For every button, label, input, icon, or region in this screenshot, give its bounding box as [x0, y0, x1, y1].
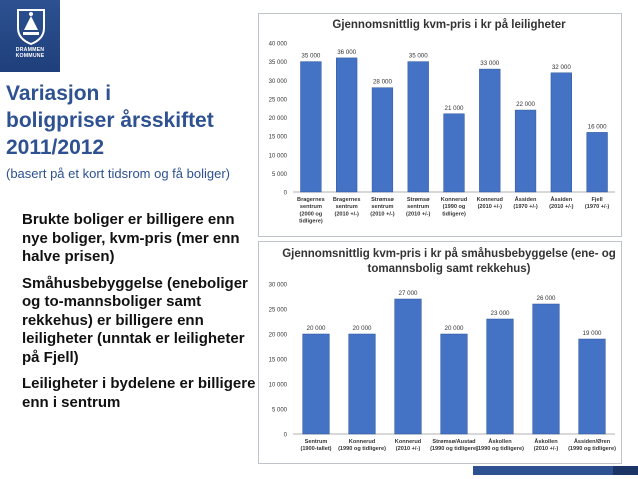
x-tick-label: Bragernes [297, 197, 325, 203]
y-tick-label: 5 000 [271, 171, 287, 178]
x-tick-label: Sentrum [304, 439, 328, 445]
x-tick-label: (1990 og [442, 204, 466, 211]
bar [479, 69, 500, 192]
bullet-item: Brukte boliger er billigere enn nye boliger, kvm-pris (mer enn halve prisen) [22, 211, 240, 265]
bar [336, 58, 357, 192]
data-label: 16 000 [587, 123, 607, 131]
x-tick-label: Åssiden/Øren [573, 439, 611, 445]
x-tick-label: (2010 +/-) [395, 446, 421, 453]
x-tick-label: (1990 og tidligere) [430, 446, 478, 453]
y-tick-label: 15 000 [268, 134, 287, 141]
footer-accent-bar [473, 466, 613, 475]
slide-subtitle: (basert på et kort tidsrom og få boliger) [6, 166, 230, 181]
bar [533, 304, 560, 434]
x-tick-label: Konnerud [348, 439, 376, 445]
y-tick-label: 30 000 [268, 78, 287, 85]
y-tick-label: 30 000 [268, 282, 287, 289]
data-label: 26 000 [536, 295, 556, 302]
x-tick-label: sentrum [299, 204, 322, 211]
x-tick-label: Fjell [591, 197, 603, 203]
x-tick-label: tidligere) [442, 211, 466, 218]
data-label: 20 000 [444, 325, 464, 332]
data-label: 32 000 [551, 63, 571, 71]
brand-line-1: DRAMMEN [15, 47, 45, 53]
data-label: 20 000 [306, 325, 326, 332]
x-tick-label: (1990 og tidligere) [476, 446, 524, 453]
slide-title-line: boligpriser årsskiftet [6, 109, 214, 132]
y-tick-label: 0 [283, 190, 287, 197]
bar [441, 334, 468, 434]
x-tick-label: Åskollen [534, 439, 558, 445]
y-tick-label: 40 000 [268, 41, 287, 48]
data-label: 36 000 [337, 48, 357, 56]
data-label: 27 000 [398, 290, 418, 297]
x-tick-label: Konnerud [394, 439, 422, 445]
y-tick-label: 10 000 [268, 382, 287, 389]
y-tick-label: 25 000 [268, 307, 287, 314]
brand-line-2: KOMMUNE [15, 53, 45, 59]
y-tick-label: 20 000 [268, 332, 287, 339]
apartment-price-chart [258, 13, 622, 237]
x-tick-label: (2010 +/-) [533, 446, 559, 453]
y-tick-label: 10 000 [268, 153, 287, 160]
data-label: 33 000 [480, 60, 500, 68]
bullet-item: Småhusbebyggelse (eneboliger og to-mannsboliger samt rekkehus) er billigere enn leiligheter (unntak er leiligheter på Fjell) [22, 274, 248, 366]
x-tick-label: Bragernes [332, 197, 361, 203]
bar [444, 114, 465, 192]
bar [408, 62, 429, 192]
x-tick-label: Strømsø/Austad [432, 439, 476, 445]
bar [579, 339, 606, 434]
data-label: 28 000 [372, 78, 392, 86]
x-tick-label: (1970 +/-) [584, 204, 610, 211]
chart-title: tomannsbolig samt rekkehus) [367, 263, 531, 275]
bar [349, 334, 376, 434]
apartment-price-chart-svg [259, 14, 621, 236]
bar [587, 132, 608, 192]
y-tick-label: 0 [283, 432, 287, 439]
bar [515, 110, 536, 192]
small-house-price-chart-svg [259, 242, 621, 463]
x-tick-label: sentrum [371, 204, 394, 211]
brand-panel [0, 0, 60, 72]
slide-title [6, 80, 256, 161]
data-label: 35 000 [408, 52, 428, 60]
chart-title: Gjennomsnittlig kvm-pris i kr på leiligheter [332, 19, 566, 31]
x-tick-label: Strømsø [406, 197, 430, 203]
x-tick-label: Konnerud [440, 197, 468, 203]
bar [551, 73, 572, 192]
footer-accent-bar-dark [613, 466, 638, 475]
bullet-list [22, 211, 257, 420]
y-tick-label: 25 000 [268, 97, 287, 104]
bar [395, 299, 422, 434]
bullet-item: Leiligheter i bydelene er billigere enn i sentrum [22, 375, 256, 411]
x-tick-label: sentrum [407, 204, 430, 211]
y-tick-label: 20 000 [268, 116, 287, 122]
y-tick-label: 15 000 [268, 357, 287, 364]
x-tick-label: (2010 +/-) [406, 211, 431, 218]
y-tick-label: 35 000 [268, 60, 287, 67]
x-tick-label: (2010 +/-) [549, 204, 574, 211]
bar [372, 88, 393, 192]
x-tick-label: Konnerud [476, 197, 503, 203]
brand-name [2, 47, 58, 59]
x-tick-label: Åssiden [514, 197, 537, 203]
slide-title-line: 2011/2012 [6, 136, 105, 159]
x-tick-label: Åssiden [550, 197, 573, 203]
x-tick-label: (2010 +/-) [334, 211, 359, 218]
x-tick-label: (2010 +/-) [477, 204, 502, 211]
data-label: 22 000 [516, 101, 536, 109]
x-tick-label: (1970 +/-) [513, 204, 538, 211]
data-label: 20 000 [352, 325, 372, 332]
drammen-crest-icon [12, 6, 50, 46]
data-label: 19 000 [582, 330, 602, 337]
x-tick-label: (1990 og tidligere) [568, 446, 616, 453]
bar [301, 62, 322, 192]
x-tick-label: Strømsø [371, 197, 394, 203]
y-tick-label: 5 000 [271, 407, 287, 414]
data-label: 35 000 [301, 52, 321, 60]
x-tick-label: Åskollen [488, 439, 512, 445]
x-tick-label: sentrum [335, 204, 358, 211]
data-label: 21 000 [444, 104, 464, 112]
bar [487, 319, 514, 434]
small-house-price-chart [258, 241, 622, 464]
chart-title: Gjennomsnittlig kvm-pris i kr på småhusbebyggelse (ene- og [282, 248, 616, 260]
x-tick-label: (2010 +/-) [370, 211, 395, 218]
x-tick-label: tidligere) [299, 218, 323, 225]
x-tick-label: (1990 og tidligere) [338, 446, 386, 453]
slide-title-line: Variasjon i [6, 82, 112, 105]
x-tick-label: (2000 og [299, 211, 323, 218]
bar [303, 334, 330, 434]
x-tick-label: (1900-tallet) [300, 446, 332, 453]
data-label: 23 000 [490, 310, 510, 317]
